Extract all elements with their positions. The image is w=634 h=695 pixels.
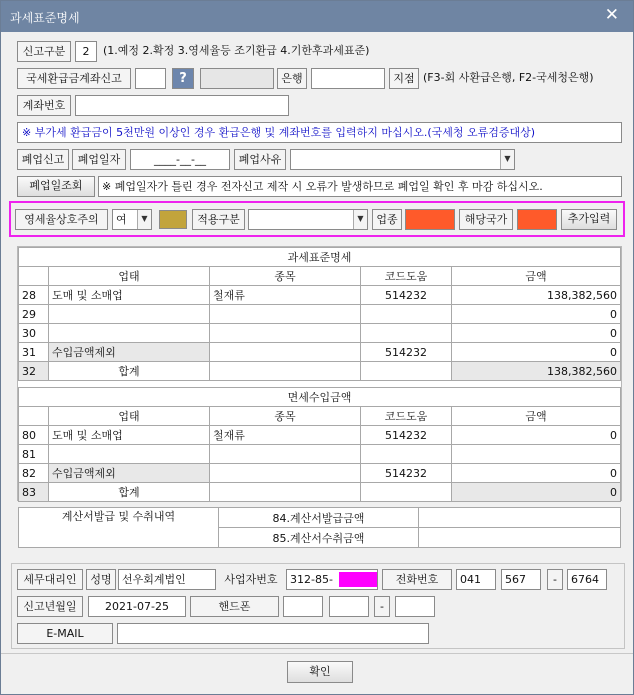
phone-dash: -	[547, 569, 563, 590]
closure-lookup-button[interactable]: 폐업일조회	[17, 176, 95, 197]
account-number-label: 계좌번호	[17, 95, 71, 116]
industry-label: 업종	[372, 209, 402, 230]
invoice-issued-input[interactable]	[419, 508, 621, 528]
help-button[interactable]: ?	[172, 68, 194, 89]
tax-base-table	[18, 247, 621, 381]
chevron-down-icon[interactable]: ▼	[500, 150, 514, 169]
country-label: 해당국가	[459, 209, 513, 230]
business-type-cell[interactable]: 도매 및 소매업	[49, 426, 210, 445]
report-type-label: 신고구분	[17, 41, 71, 62]
apply-type-select[interactable]	[248, 209, 368, 230]
closure-reason-select[interactable]	[290, 149, 515, 170]
row-number: 83	[19, 483, 49, 502]
row-number: 30	[19, 324, 49, 343]
column-header: 금액	[452, 407, 621, 426]
refund-notice: ※ 부가세 환급금이 5천만원 이상인 경우 환급은행 및 계좌번호를 입력하지 마십시오.(국세청 오류검증대상)	[17, 122, 622, 143]
amount-cell[interactable]: 138,382,560	[452, 286, 621, 305]
refund-account-label: 국세환급금계좌신고	[17, 68, 131, 89]
table-row[interactable]	[19, 343, 621, 362]
item-cell[interactable]: 철재류	[210, 286, 361, 305]
table-row[interactable]	[19, 464, 621, 483]
closure-date-label: 폐업일자	[72, 149, 126, 170]
chevron-down-icon[interactable]: ▼	[137, 210, 151, 229]
title-bar	[1, 1, 633, 32]
mobile-1-input[interactable]	[283, 596, 323, 617]
total-label: 합계	[49, 483, 210, 502]
invoice-received-label: 85.계산서수취금액	[219, 528, 419, 548]
business-type-cell[interactable]	[49, 324, 210, 343]
code-cell[interactable]: 514232	[361, 464, 452, 483]
report-date-input[interactable]: 2021-07-25	[88, 596, 186, 617]
apply-type-label: 적용구분	[192, 209, 245, 230]
table-row[interactable]	[19, 286, 621, 305]
mobile-3-input[interactable]	[395, 596, 435, 617]
report-date-label: 신고년월일	[17, 596, 83, 617]
mobile-label: 핸드폰	[190, 596, 279, 617]
bank-name-input[interactable]	[200, 68, 274, 89]
business-type-cell: 수입금액제외	[49, 464, 210, 483]
close-icon[interactable]: ✕	[604, 5, 619, 25]
item-cell[interactable]: 철재류	[210, 426, 361, 445]
column-header: 업태	[49, 267, 210, 286]
row-number: 80	[19, 426, 49, 445]
exempt-table	[18, 387, 621, 502]
ok-button[interactable]: 확인	[287, 661, 353, 683]
account-number-input[interactable]	[75, 95, 289, 116]
code-cell[interactable]	[361, 324, 452, 343]
total-row	[19, 483, 621, 502]
amount-cell[interactable]	[452, 445, 621, 464]
item-cell	[210, 483, 361, 502]
email-label: E-MAIL	[17, 623, 113, 644]
column-header: 코드도움	[361, 267, 452, 286]
agent-label: 세무대리인	[17, 569, 83, 590]
column-header: 종목	[210, 267, 361, 286]
phone-prefix-input[interactable]: 567	[501, 569, 541, 590]
agent-name-input[interactable]: 선우회계법인	[118, 569, 216, 590]
mobile-dash: -	[374, 596, 390, 617]
code-cell[interactable]	[361, 445, 452, 464]
reciprocity-label: 영세율상호주의	[15, 209, 108, 230]
industry-field[interactable]	[405, 209, 455, 230]
business-type-cell: 수입금액제외	[49, 343, 210, 362]
column-header: 코드도움	[361, 407, 452, 426]
amount-cell[interactable]: 0	[452, 343, 621, 362]
item-cell[interactable]	[210, 445, 361, 464]
mobile-2-input[interactable]	[329, 596, 369, 617]
report-type-input[interactable]: 2	[75, 41, 97, 62]
amount-cell[interactable]: 0	[452, 305, 621, 324]
column-header: 종목	[210, 407, 361, 426]
total-label: 합계	[49, 362, 210, 381]
email-input[interactable]	[117, 623, 429, 644]
bizno-value: 312-85-	[290, 573, 333, 586]
code-cell[interactable]: 514232	[361, 343, 452, 362]
invoice-issued-label: 84.계산서발급금액	[219, 508, 419, 528]
amount-cell[interactable]: 0	[452, 426, 621, 445]
branch-label: 지점	[389, 68, 419, 89]
table-row[interactable]	[19, 324, 621, 343]
country-field[interactable]	[517, 209, 557, 230]
exempt-title: 면세수입금액	[19, 388, 621, 407]
code-cell	[361, 483, 452, 502]
invoice-received-input[interactable]	[419, 528, 621, 548]
total-amount: 0	[452, 483, 621, 502]
item-cell	[210, 362, 361, 381]
phone-label: 전화번호	[382, 569, 452, 590]
amount-cell[interactable]: 0	[452, 464, 621, 483]
bizno-input[interactable]	[286, 569, 378, 590]
total-row	[19, 362, 621, 381]
code-cell[interactable]: 514232	[361, 286, 452, 305]
item-cell[interactable]	[210, 343, 361, 362]
row-number: 81	[19, 445, 49, 464]
row-number: 82	[19, 464, 49, 483]
code-cell[interactable]	[361, 305, 452, 324]
closure-warning: ※ 폐업일자가 틀린 경우 전자신고 제작 시 오류가 발생하므로 폐업일 확인 후 마감 하십시오.	[98, 176, 622, 197]
item-cell[interactable]	[210, 305, 361, 324]
add-entry-button[interactable]: 추가입력	[561, 209, 617, 230]
color-swatch	[159, 210, 187, 229]
table-row[interactable]	[19, 305, 621, 324]
closure-date-input[interactable]: ____-__-__	[130, 149, 230, 170]
phone-number-input[interactable]: 6764	[567, 569, 607, 590]
table-row[interactable]	[19, 426, 621, 445]
reciprocity-value: 여	[116, 213, 127, 226]
reciprocity-select[interactable]	[112, 209, 152, 230]
invoice-table	[18, 507, 621, 548]
item-cell[interactable]	[210, 324, 361, 343]
row-number: 29	[19, 305, 49, 324]
column-header: 업태	[49, 407, 210, 426]
branch-name-input[interactable]	[311, 68, 385, 89]
code-cell[interactable]: 514232	[361, 426, 452, 445]
table-row[interactable]	[19, 445, 621, 464]
row-number: 28	[19, 286, 49, 305]
total-amount: 138,382,560	[452, 362, 621, 381]
agent-name-label: 성명	[86, 569, 116, 590]
bizno-mask	[339, 572, 377, 587]
tax-base-title: 과세표준명세	[19, 248, 621, 267]
bizno-label: 사업자번호	[224, 573, 278, 586]
divider	[1, 653, 633, 654]
item-cell[interactable]	[210, 464, 361, 483]
row-number: 32	[19, 362, 49, 381]
column-header: 금액	[452, 267, 621, 286]
code-cell	[361, 362, 452, 381]
chevron-down-icon[interactable]: ▼	[353, 210, 367, 229]
amount-cell[interactable]: 0	[452, 324, 621, 343]
phone-area-input[interactable]: 041	[456, 569, 496, 590]
closure-report-label: 폐업신고	[17, 149, 69, 170]
row-number: 31	[19, 343, 49, 362]
refund-code-input[interactable]	[135, 68, 166, 89]
bank-hint: (F3-회 사환급은행, F2-국세청은행)	[423, 71, 594, 84]
closure-reason-label: 폐업사유	[234, 149, 286, 170]
bank-label: 은행	[277, 68, 307, 89]
business-type-cell[interactable]	[49, 445, 210, 464]
business-type-cell[interactable]: 도매 및 소매업	[49, 286, 210, 305]
window-title: 과세표준명세	[10, 11, 80, 25]
invoice-label: 계산서발급 및 수취내역	[19, 508, 219, 548]
business-type-cell[interactable]	[49, 305, 210, 324]
report-type-desc: (1.예정 2.확정 3.영세율등 조기환급 4.기한후과세표준)	[103, 44, 370, 57]
